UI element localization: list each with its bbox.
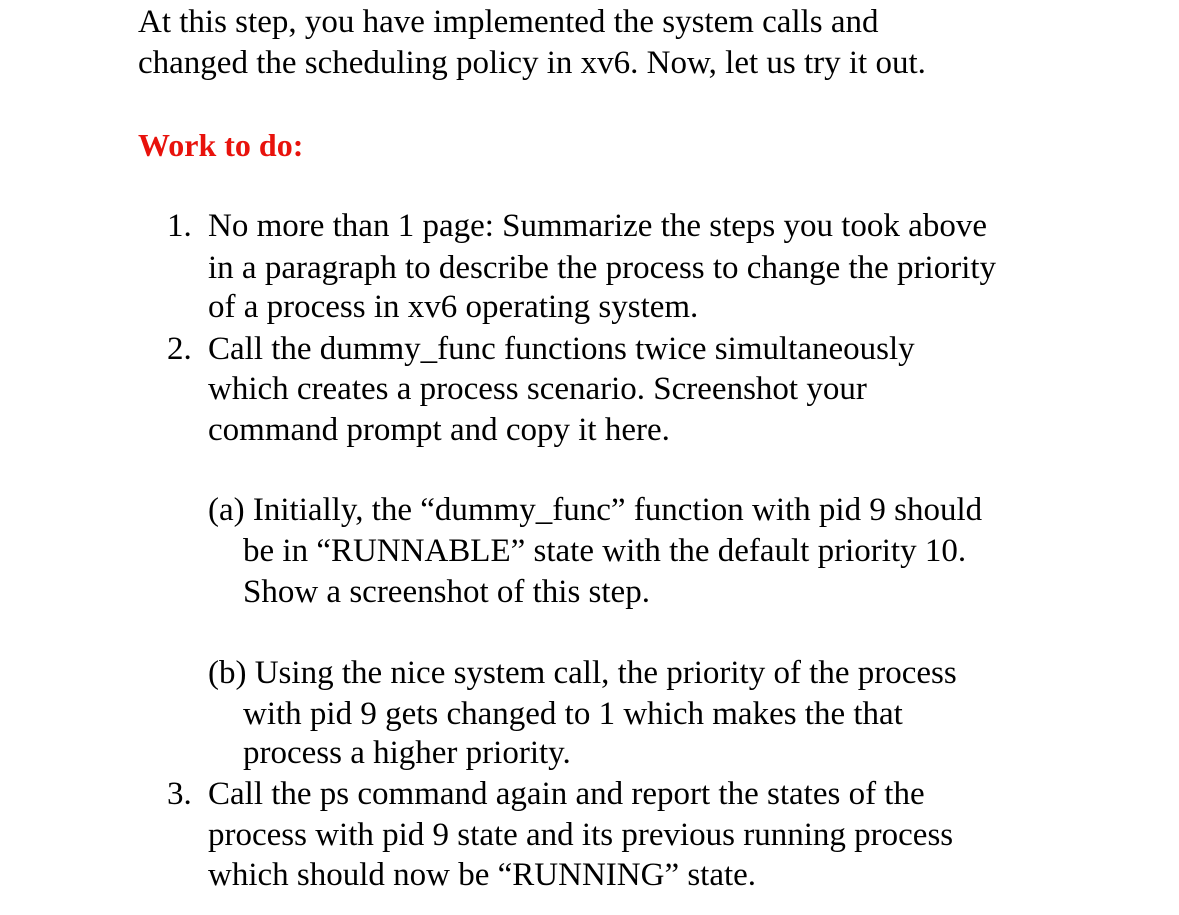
item-2-line-3: command prompt and copy it here. (208, 412, 670, 448)
work-to-do-heading: Work to do: (138, 127, 304, 163)
subitem-b-line-2: with pid 9 gets changed to 1 which makes the that (243, 696, 903, 732)
subitem-b-line-3: process a higher priority. (243, 735, 571, 771)
item-3-line-1: Call the ps command again and report the states of the (208, 776, 925, 812)
item-3-number: 3. (167, 776, 192, 812)
item-1-line-2: in a paragraph to describe the process to change the priority (208, 250, 997, 286)
item-2-line-2: which creates a process scenario. Screenshot your (208, 371, 867, 407)
intro-line-1: At this step, you have implemented the system calls and (138, 4, 879, 40)
item-3-line-3: which should now be “RUNNING” state. (208, 857, 757, 893)
item-1-line-3: of a process in xv6 operating system. (208, 289, 699, 325)
subitem-a-line-3: Show a screenshot of this step. (243, 574, 650, 610)
subitem-a-line-1: (a) Initially, the “dummy_func” function with pid 9 should (208, 492, 983, 528)
item-2-line-1: Call the dummy_func functions twice simultaneously (208, 331, 915, 367)
subitem-b-line-1: (b) Using the nice system call, the priority of the process (208, 655, 957, 691)
item-3-line-2: process with pid 9 state and its previous running process (208, 817, 954, 853)
intro-line-2: changed the scheduling policy in xv6. Now, let us try it out. (138, 45, 926, 81)
subitem-a-line-2: be in “RUNNABLE” state with the default priority 10. (243, 533, 967, 569)
item-2-number: 2. (167, 331, 192, 367)
item-1-number: 1. (167, 208, 192, 244)
item-1-line-1: No more than 1 page: Summarize the steps you took above (208, 208, 987, 244)
